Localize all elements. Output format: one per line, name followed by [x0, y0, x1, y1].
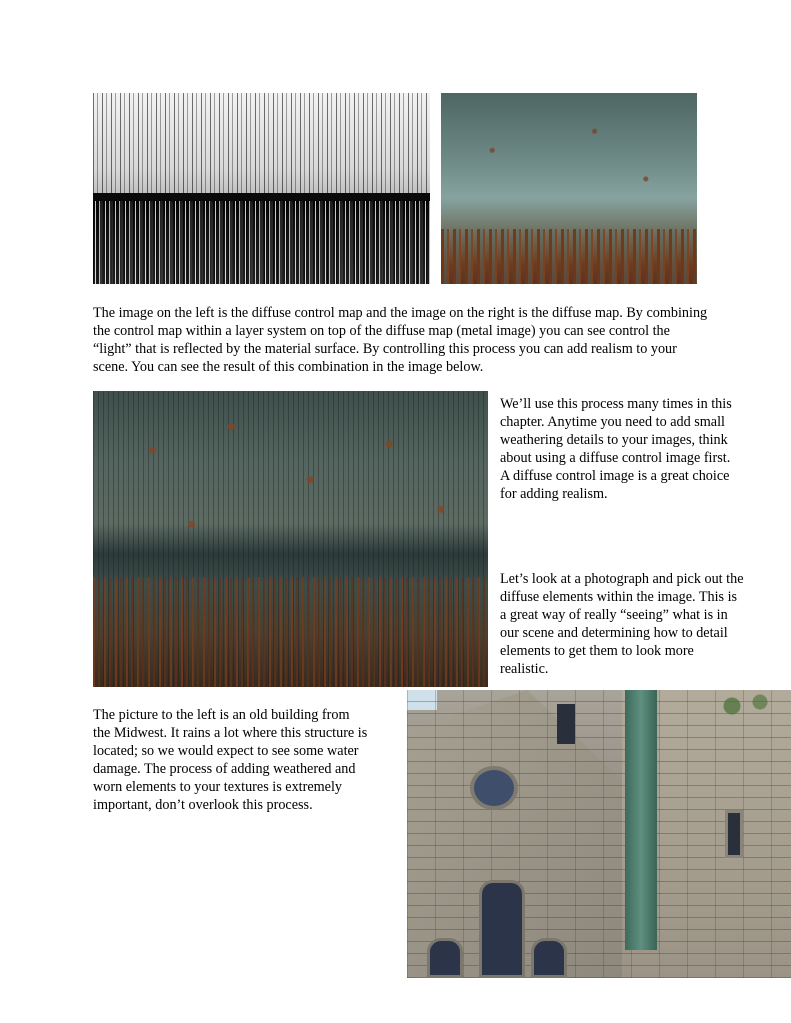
building-line: important, don’t overlook this process.: [93, 797, 313, 813]
photograph-line: elements to get them to look more: [500, 643, 694, 659]
diffuse-metal-map-image: [441, 93, 697, 284]
intro-line: “light” that is reflected by the material surface. By controlling this process you can add realism to your: [93, 341, 677, 357]
copper-downspout: [625, 690, 657, 950]
building-line: located; so we would expect to see some water: [93, 743, 359, 759]
old-building-photo: [407, 690, 791, 978]
arched-window-center: [479, 880, 525, 978]
process-line: weathering details to your images, think: [500, 432, 728, 448]
photograph-line: our scene and determining how to detail: [500, 625, 728, 641]
tower-window: [725, 810, 743, 858]
photograph-line: Let’s look at a photograph and pick out the: [500, 571, 744, 587]
photograph-paragraph: [500, 570, 790, 678]
upper-window: [557, 704, 575, 744]
process-line: about using a diffuse control image first.: [500, 450, 731, 466]
building-paragraph: [93, 706, 403, 814]
intro-line: The image on the left is the diffuse control map and the image on the right is the diffuse map. By combining: [93, 305, 708, 321]
process-line: A diffuse control image is a great choice: [500, 468, 730, 484]
process-paragraph: [500, 395, 790, 503]
intro-line: scene. You can see the result of this combination in the image below.: [93, 359, 484, 375]
intro-paragraph: [93, 304, 783, 376]
photograph-line: a great way of really “seeing” what is in: [500, 607, 728, 623]
diffuse-control-map-image: [93, 93, 430, 284]
process-line: chapter. Anytime you need to add small: [500, 414, 725, 430]
photograph-line: diffuse elements within the image. This is: [500, 589, 738, 605]
combined-result-image: [93, 391, 488, 687]
process-line: for adding realism.: [500, 486, 608, 502]
building-line: damage. The process of adding weathered and: [93, 761, 356, 777]
photograph-line: realistic.: [500, 661, 549, 677]
arched-window-right: [531, 938, 567, 978]
tree-branches: [711, 690, 781, 730]
building-line: worn elements to your textures is extremely: [93, 779, 343, 795]
combined-rust-drips: [93, 577, 488, 687]
building-line: The picture to the left is an old building from: [93, 707, 350, 723]
building-line: the Midwest. It rains a lot where this structure is: [93, 725, 368, 741]
metal-map-rust: [441, 229, 697, 284]
control-map-streaks: [93, 201, 430, 284]
trefoil-window: [470, 766, 518, 810]
process-line: We’ll use this process many times in this: [500, 396, 732, 412]
intro-line: the control map within a layer system on top of the diffuse map (metal image) you can see control the: [93, 323, 670, 339]
arched-window-left: [427, 938, 463, 978]
